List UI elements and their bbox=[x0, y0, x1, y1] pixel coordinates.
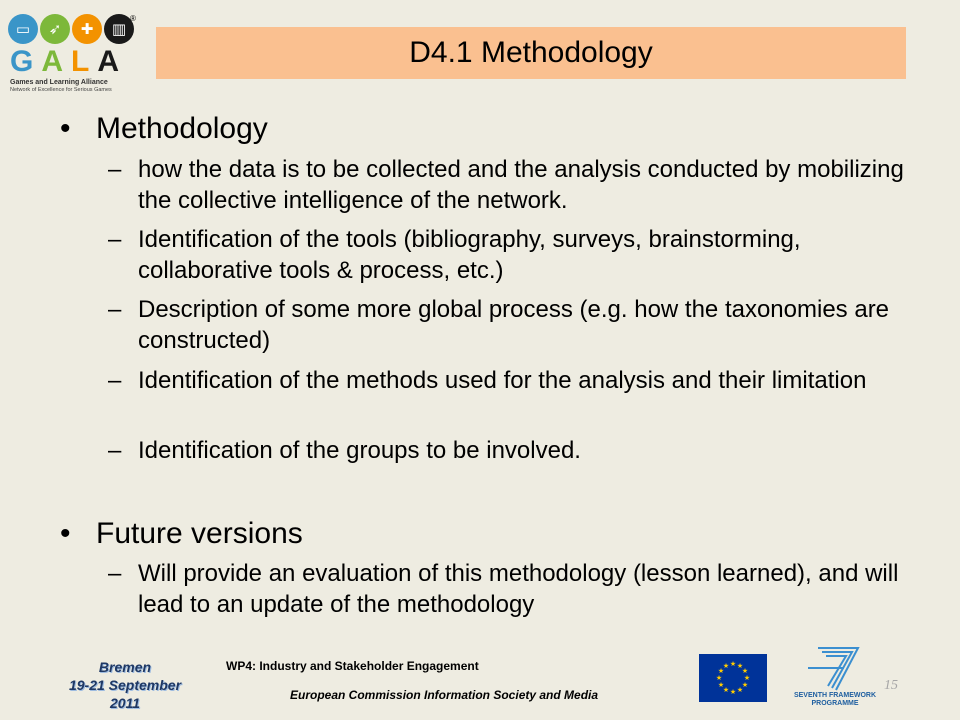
fp7-logo bbox=[788, 642, 882, 714]
fp7-seven-icon bbox=[788, 642, 882, 692]
dash-marker: – bbox=[108, 296, 122, 323]
location-dates: 19-21 September bbox=[68, 677, 182, 693]
dash-marker: – bbox=[108, 437, 122, 464]
eu-flag-icon bbox=[699, 654, 767, 702]
slide-title: D4.1 Methodology bbox=[409, 36, 653, 69]
svg-text:★: ★ bbox=[717, 667, 725, 675]
location-year: 2011 bbox=[109, 695, 141, 711]
location-city: Bremen bbox=[98, 659, 152, 675]
list-item: Identification of the methods used for the analysis and their limitation bbox=[138, 367, 867, 394]
title-bar bbox=[156, 27, 906, 79]
svg-text:★: ★ bbox=[736, 662, 744, 670]
list-item: Will provide an evaluation of this methodology (lesson learned), and will lead to an update of the methodology bbox=[138, 560, 899, 618]
monitor-icon: ▭ bbox=[8, 14, 38, 44]
logo-subtagline: Network of Excellence for Serious Games bbox=[10, 87, 112, 93]
svg-text:★: ★ bbox=[722, 662, 730, 670]
svg-text:★: ★ bbox=[729, 660, 737, 668]
logo-tagline: Games and Learning Alliance bbox=[10, 79, 108, 86]
registered-mark: ® bbox=[130, 14, 136, 23]
svg-text:★: ★ bbox=[743, 674, 751, 682]
rocket-icon: ➶ bbox=[40, 14, 70, 44]
bullet-marker: • bbox=[60, 112, 71, 145]
page-number: 15 bbox=[884, 678, 898, 693]
list-item: how the data is to be collected and the analysis conducted by mobilizing the collective intelligence of the network. bbox=[138, 156, 904, 214]
bullet-marker: • bbox=[60, 517, 71, 550]
svg-text:★: ★ bbox=[717, 681, 725, 689]
svg-text:★: ★ bbox=[741, 667, 749, 675]
book-icon: ▥ bbox=[104, 14, 134, 44]
section-heading: Methodology bbox=[96, 112, 268, 145]
svg-text:★: ★ bbox=[715, 674, 723, 682]
dash-marker: – bbox=[108, 156, 122, 183]
list-item: Identification of the groups to be involved. bbox=[138, 437, 581, 464]
list-item: Description of some more global process (e.g. how the taxonomies are constructed) bbox=[138, 296, 890, 354]
logo-word: GALA bbox=[10, 45, 128, 78]
logo-icons bbox=[8, 14, 138, 44]
gamepad-icon: ✚ bbox=[72, 14, 102, 44]
svg-text:★: ★ bbox=[729, 688, 737, 696]
section-heading: Future versions bbox=[96, 517, 303, 550]
svg-text:★: ★ bbox=[741, 681, 749, 689]
footer-location bbox=[50, 658, 200, 712]
dash-marker: – bbox=[108, 226, 122, 253]
fp7-line-1: SEVENTH FRAMEWORK bbox=[793, 692, 877, 699]
fp7-caption bbox=[788, 692, 882, 708]
svg-text:★: ★ bbox=[736, 686, 744, 694]
gala-logo bbox=[8, 14, 138, 96]
list-item: Identification of the tools (bibliography, surveys, brainstorming, collaborative tools & process, etc.) bbox=[138, 226, 801, 284]
dash-marker: – bbox=[108, 367, 122, 394]
footer-workpackage: WP4: Industry and Stakeholder Engagement bbox=[226, 659, 479, 673]
eu-stars bbox=[699, 654, 767, 702]
dash-marker: – bbox=[108, 560, 122, 587]
footer-commission: European Commission Information Society and Media bbox=[290, 688, 599, 702]
svg-text:★: ★ bbox=[722, 686, 730, 694]
fp7-line-2: PROGRAMME bbox=[811, 700, 859, 707]
